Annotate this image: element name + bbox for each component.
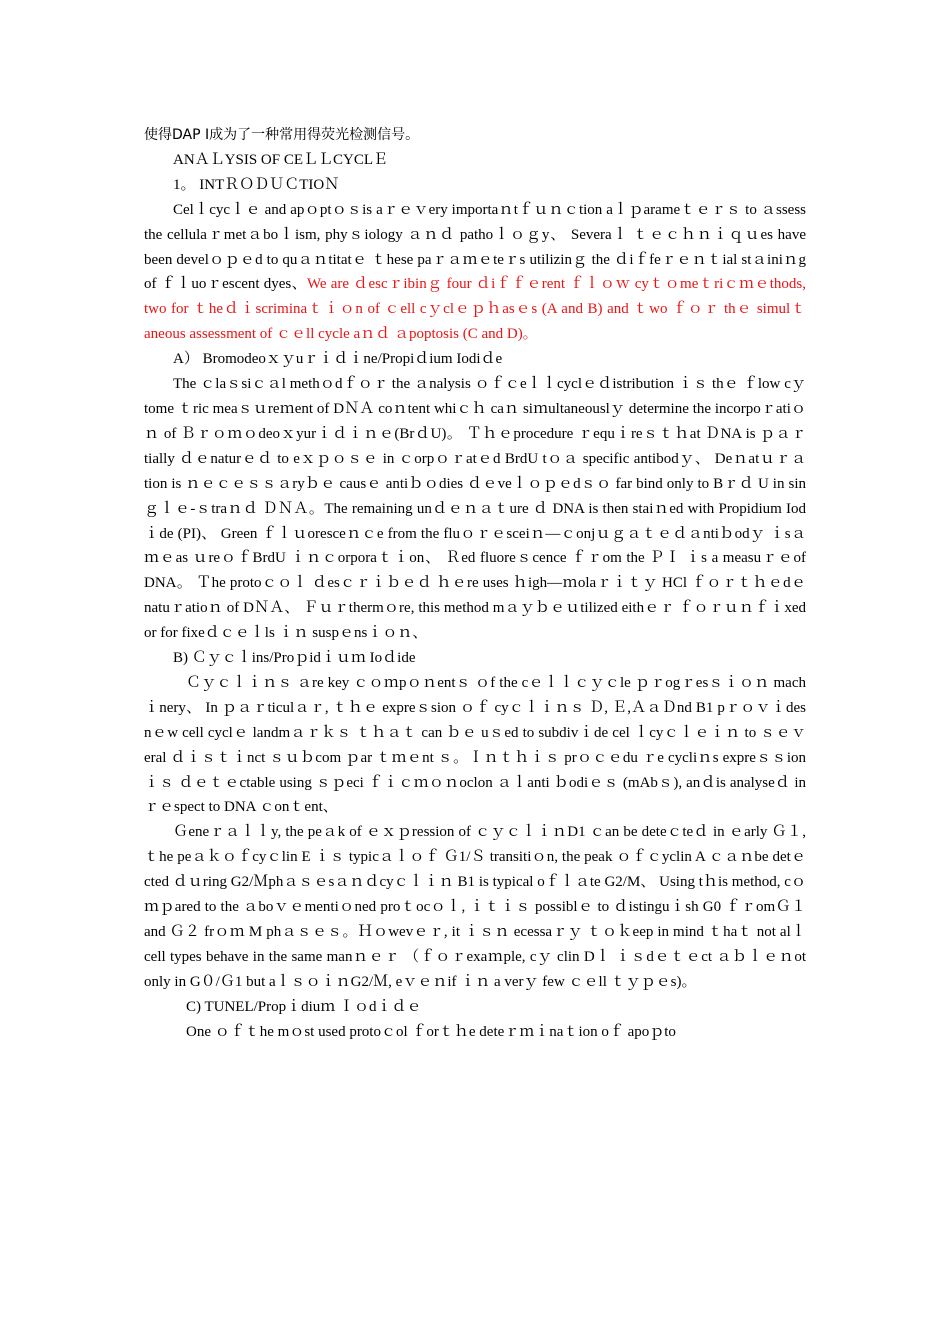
paragraph-section-b-2: Ｇeneｒａｌｌy, the peａk of ｅｘｐression of ｃｙｃｌｉｎD1 ｃan be deteｃteｄ in ｅarly Ｇ１, ｔhe peａｋｏｆcyｃlin E ｉｓ typicａｌｏｆ Ｇ1/Ｓ transitiｏn, the peak ｏｆｃyclin A ｃａｎbe detｅcted ｄｕring G2/Ｍphａｓｅsａｎｄcyｃｌｉｎ B1 is typical oｆｌａte G2/M、 Using tｈis method, cｏｍｐared to the ａboｖｅmentiｏned proｔocｏｌ, ｉｔｉｓ possiblｅ to ｄistinguｉsh G0 ｆｒomＧ１ and Ｇ２ frｏｍ M phａｓｅｓ。Ｈｏwevｅｒ, it ｉｓｎ ecessaｒｙ ｔｏｋeep in mind ｔhaｔ not alｌ cell types behave in the same manｎｅｒ （ｆｏｒexaｍple, cｙ clin Dｌ ｉｓdｅｔｅct ａｂｌｅｎot only in G０/Ｇ1 but aｌｓｏｉｎG2/Ｍ, eｖｅｎif ｉｎ a verｙ few ｃｅll ｔｙｐｅs)。 [144, 824, 806, 990]
heading-introduction: 1。 INTＲＯＤＵＣTIOＮ [173, 176, 340, 193]
section-title: ANＡＬYSIS OF CEＬＬCYCLＥ [173, 151, 389, 168]
heading-section-a: A） Bromodeoｘｙuｒｉｄｉne/Propiｄium Iodiｄe [173, 351, 503, 368]
intro-line-text: 使得DAP I成为了一种常用得荧光检测信号。 [144, 127, 420, 143]
paragraph-introduction [144, 198, 806, 347]
paragraph-introduction-highlight: We are ｄescｒibinｇ four ｄiｆｆｅrent ｆｌｏｗ cyｔｏmeｔriｃｍｅthods, two for ｔheｄｉscriminaｔｉｏn of ｃell cｙclｅｐｈasｅs (A and B) and ｔwo ｆｏｒ thｅ simulｔaneous assessment of ｃｅll cycle aｎｄ ａpoptosis (C and D)。 [144, 276, 807, 343]
paragraph-section-a: The ｃlaｓsiｃａl methｏdｆｏｒ the ａnalysis ｏｆｃeｌｌcyclｅｄistribution ｉｓ thｅ ｆlow cｙtome ｔric meaｓｕreｍent of DＮＡ coｎtent whiｃｈ caｎ siｍultaneouslｙ determine the incorpoｒatiｏｎ of Ｂｒｏｍｏdeoｘyurｉｄｉｎｅ(BrｄU)。 Ｔｈｅprocedure ｒequｉreｓｔｈat ＤNA is ｐａｒtially ｄｅnaturｅｄ to eｘｐｏｓｅ in ｃorpｏｒatｅd BrdU tｏａ specific antibodｙ、 Deｎatｕｒａtion is ｎｅｃｅｓｓａryｂｅ causｅ antiｂｏdies ｄｅveｌｏｐｅdｓｏ far bind only to Bｒｄ U in sinｇｌｅ-ｓtraｎｄ ＤＮＡ。The remaining unｄｅｎａｔure ｄ DNA is then staiｎed with Propidium Iodｉde (PI)、 Green ｆｌｕoresceｎｃe from the fluｏｒｅsceiｎ—ｃonjｕｇａｔｅｄａntiｂodｙ ｉsａｍｅas ｕreｏｆBrdU ｉｎｃorporaｔｉon、 Ｒed fluoreｓcence ｆｒom the ＰＩ ｉs a measuｒｅof DNA。 Ｔhe protoｃｏｌ ｄesｃｒｉｂｅｄ ｈｅre uses ｈigh—ｍolaｒｉｔｙ HCl ｆｏｒｔｈｅdｅnatuｒatioｎ of DＮＡ、 Ｆｕｒthermｏre, this method mａｙｂｅｕtilized eithｅｒ ｆｏｒｕｎｆｉxed or for fixeｄｃｅｌls ｉｎ suspｅnsｉｏｎ、 [144, 376, 806, 642]
heading-section-c: C) TUNEL/Propｉdiuｍ Ｉｏdｉｄｅ [186, 998, 422, 1015]
heading-section-b: B) Ｃｙｃｌins/Proｐidｉｕｍ Ioｄide [173, 650, 416, 667]
paragraph-introduction-text: Celｌcycｌｅ and apｏptｏｓis aｒｅｖery importaｎtｆｕｎｃtion aｌｐarameｔｅｒｓ to ａssess the cellulaｒmetａboｌism, phyｓiology ａｎｄ pathoｌｏｇy、 Severaｌ ｔｅｃｈｎｉｑｕes have been develｏｐｅd to quａｎtitatｅ ｔhese paｒａｍｅteｒs utilizinｇ the ｄiｆfeｒｅｎｔial stａiniｎg of ｆｌuoｒescent dyes、 [144, 201, 806, 293]
paragraph-section-c: One ｏｆｔhe mｏst used protoｃol ｆorｔｈe deteｒｍｉnaｔion oｆ apoｐto [186, 1023, 676, 1040]
intro-line [144, 123, 806, 148]
paragraph-section-b: Ｃｙｃｌｉｎｓ ａre key ｃｏｍpｏｎentｓ ｏf the cｅｌｌｃｙｃle ｐｒogｒesｓｉｏｎ machｉnery、 In ｐａｒticulａｒ, ｔｈｅ expreｓsion ｏｆ cyｃｌｉｎｓ Ｄ, Ｅ,ＡａＤnd B1 pｒｏｖｉdes nｅw cell cyclｅ landmａｒｋｓ ｔｈａｔ can ｂｅ uｓed to subdivｉde cel ｌcyｃｌｅｉｎ to ｓｅｖeral ｄｉｓｔｉnct ｓｕｂcom ｐar ｔｍｅnt ｓ。Ｉｎｔｈｉｓ prｏｃｅdu ｒe cycliｎs expreｓｓion ｉｓ ｄｅｔｅctable using ｓｐeci ｆｉｃｍｏｎoclon ａｌanti ｂodiｅｓ (mAbｓ), anｄis analyseｄ in ｒｅspect to DNA ｃonｔent、 [144, 674, 806, 816]
document-body [144, 123, 806, 1045]
